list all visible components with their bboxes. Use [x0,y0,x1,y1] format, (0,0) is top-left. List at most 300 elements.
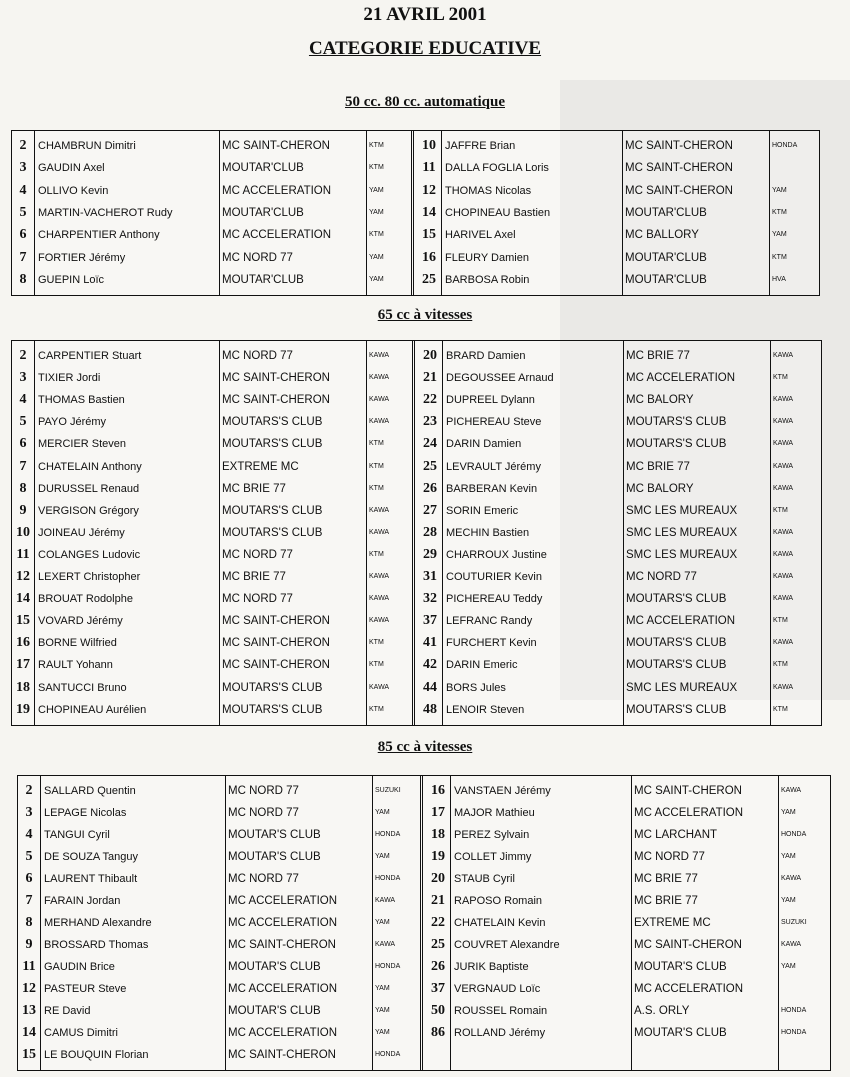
rider-club: MOUTAR'CLUB [222,273,304,286]
rider-club: MC BRIE 77 [626,460,690,473]
rider-club: MC SAINT-CHERON [222,372,330,385]
rider-name: PASTEUR Steve [44,983,127,995]
rider-brand: KAWA [781,787,802,794]
table-row [426,846,830,868]
table-row [417,202,819,224]
rider-name: CHATELAIN Kevin [454,917,546,929]
rider-brand: HONDA [375,1051,401,1058]
rider-name: FURCHERT Kevin [446,637,537,650]
table-row [12,588,412,610]
left-column [18,776,423,1070]
rider-name: CAMUS Dimitri [44,1027,118,1039]
rider-number: 3 [19,160,27,176]
rider-brand: KAWA [773,639,794,647]
rider-name: JURIK Baptiste [454,961,529,973]
rider-number: 24 [423,436,437,452]
left-column [12,341,415,725]
rider-club: MC BRIE 77 [222,482,286,495]
rider-number: 42 [423,657,437,673]
rider-name: MERHAND Alexandre [44,917,152,929]
rider-brand: HONDA [781,831,807,838]
table-row [12,500,412,522]
rider-club: MC SAINT-CHERON [625,184,733,197]
rider-name: PAYO Jérémy [38,416,107,429]
rider-club: MOUTARS'S CLUB [222,416,323,429]
rider-name: FARAIN Jordan [44,895,121,907]
rider-number: 6 [25,871,33,886]
rider-number: 44 [423,679,437,695]
rider-name: BARBOSA Robin [445,273,530,286]
rider-club: MC NORD 77 [228,785,299,797]
rider-name: STAUB Cyril [454,873,515,885]
rider-brand: KTM [369,231,384,239]
rider-brand: KAWA [781,875,802,882]
rider-brand: KTM [369,705,384,713]
rider-club: MC LARCHANT [634,829,718,841]
table-row [18,912,420,934]
rider-name: TANGUI Cyril [44,829,110,841]
right-column [417,131,819,295]
table-row [18,890,420,912]
rider-brand: HONDA [375,875,401,882]
rider-club: MC SAINT-CHERON [222,637,330,650]
rider-club: MC BALORY [626,482,694,495]
table-row [426,934,830,956]
rider-brand: KTM [369,661,384,669]
rider-number: 12 [22,981,36,996]
rider-number: 28 [423,524,437,540]
rider-club: MC SAINT-CHERON [634,785,742,797]
table-row [12,456,412,478]
rider-brand: HONDA [772,142,798,149]
rider-club: MC SAINT-CHERON [634,939,742,951]
rider-club: SMC LES MUREAUX [626,526,738,539]
section-title: 50 cc. 80 cc. automatique [345,94,505,110]
table-row [417,180,819,202]
rider-club: MOUTARS'S CLUB [222,504,323,517]
entry-table [11,130,820,296]
rider-club: MC ACCELERATION [634,807,744,819]
rider-name: MARTIN-VACHEROT Rudy [38,206,173,219]
rider-number: 8 [19,480,27,496]
rider-name: COUVRET Alexandre [454,939,560,951]
table-row [12,247,411,269]
rider-brand: HONDA [375,963,401,970]
table-row [18,1044,420,1066]
rider-club: MOUTAR'S CLUB [228,829,321,841]
table-row [418,478,821,500]
rider-club: MC NORD 77 [222,251,293,264]
rider-brand: YAM [772,186,787,194]
rider-club: MOUTAR'CLUB [222,162,304,175]
rider-name: CHOPINEAU Aurélien [38,703,147,716]
rider-number: 48 [423,701,437,717]
table-row [18,956,420,978]
rider-brand: KTM [773,617,788,625]
rider-name: GUEPIN Loïc [38,273,105,286]
rider-brand: KAWA [369,352,390,359]
table-row [18,802,420,824]
table-row [12,269,411,291]
table-row [418,411,821,433]
rider-brand: KAWA [773,595,794,603]
table-row [426,1000,830,1022]
rider-name: THOMAS Bastien [38,394,125,407]
rider-name: GAUDIN Axel [38,162,105,175]
rider-name: PICHEREAU Teddy [446,593,543,606]
rider-club: SMC LES MUREAUX [626,504,738,517]
rider-club: MC SAINT-CHERON [222,615,330,628]
rider-name: DALLA FOGLIA Loris [445,162,549,175]
table-row [12,677,412,699]
rider-brand: YAM [369,275,384,283]
rider-number: 22 [431,915,445,930]
rider-brand: KTM [773,705,788,713]
rider-brand: YAM [375,1007,390,1014]
rider-name: BORNE Wilfried [38,637,117,650]
rider-brand: KTM [369,550,384,558]
rider-name: MECHIN Bastien [446,526,530,539]
rider-club: MOUTARS'S CLUB [222,703,323,716]
rider-number: 26 [431,959,445,974]
rider-name: CHAMBRUN Dimitri [38,140,136,152]
entry-table [11,340,822,726]
rider-name: VERGISON Grégory [38,504,139,517]
rider-number: 4 [25,827,33,842]
table-row [426,978,830,1000]
rider-name: CHOPINEAU Bastien [445,206,551,219]
rider-number: 16 [422,249,436,265]
rider-name: LEVRAULT Jérémy [446,460,541,473]
rider-brand: YAM [375,809,390,816]
section-title: 85 cc à vitesses [377,739,473,755]
rider-club: MOUTARS'S CLUB [626,703,727,716]
rider-number: 22 [423,392,437,408]
table-row [18,1022,420,1044]
rider-brand: KAWA [369,528,390,536]
rider-number: 10 [422,138,436,153]
entry-table [17,775,831,1071]
rider-club: MC ACCELERATION [634,983,744,995]
table-row [12,202,411,224]
rider-brand: KTM [773,506,788,514]
rider-number: 12 [422,182,436,198]
rider-name: LEXERT Christopher [38,571,141,583]
rider-club: MC ACCELERATION [228,917,338,929]
rider-name: LE BOUQUIN Florian [44,1049,149,1061]
table-row [12,345,412,367]
rider-number: 19 [431,849,445,864]
rider-name: CHARROUX Justine [446,548,547,561]
rider-name: VERGNAUD Loïc [454,983,541,995]
rider-club: MC ACCELERATION [626,372,736,385]
table-row [18,978,420,1000]
rider-club: MOUTARS'S CLUB [626,637,727,650]
table-row [12,367,412,389]
rider-club: MOUTARS'S CLUB [626,416,727,429]
table-row [418,588,821,610]
right-column [418,341,821,725]
rider-number: 14 [422,204,436,220]
table-row [18,846,420,868]
rider-number: 86 [431,1025,445,1040]
page-title: CATEGORIE EDUCATIVE [308,38,542,59]
rider-number: 25 [431,937,445,952]
rider-name: RAPOSO Romain [454,895,543,907]
rider-brand: YAM [369,253,384,261]
rider-club: MOUTARS'S CLUB [222,438,323,451]
rider-number: 25 [423,458,437,474]
rider-name: MAJOR Mathieu [454,807,535,819]
rider-number: 31 [423,569,437,584]
rider-number: 15 [422,227,436,243]
rider-brand: YAM [375,853,390,860]
table-row [12,411,412,433]
rider-brand: YAM [375,919,390,926]
rider-number: 14 [22,1025,36,1040]
rider-brand: KAWA [773,418,794,426]
right-column [426,776,830,1070]
table-row [12,157,411,179]
rider-name: SORIN Emeric [446,504,519,517]
table-row [417,135,819,157]
rider-brand: KTM [369,639,384,647]
rider-number: 18 [16,679,30,695]
table-row [418,677,821,699]
rider-name: VOVARD Jérémy [38,615,123,628]
rider-brand: KAWA [369,418,390,426]
rider-brand: KAWA [773,683,794,691]
rider-brand: KAWA [773,462,794,470]
rider-brand: KAWA [369,683,390,691]
rider-number: 37 [431,981,445,996]
table-row [418,367,821,389]
rider-number: 17 [431,805,445,820]
rider-club: MC NORD 77 [222,350,293,362]
left-column [12,131,414,295]
rider-brand: KAWA [773,352,794,359]
rider-brand: YAM [369,186,384,194]
rider-name: BORS Jules [446,681,506,694]
rider-club: MC NORD 77 [626,571,697,583]
rider-number: 9 [25,937,33,952]
table-row [18,1000,420,1022]
rider-club: MOUTAR'S CLUB [228,851,321,863]
table-row [18,780,420,802]
rider-club: MC BALLORY [625,229,699,242]
table-row [12,699,412,721]
table-row [418,544,821,566]
rider-club: MC SAINT-CHERON [625,162,733,175]
rider-brand: KTM [369,142,384,149]
table-row [417,247,819,269]
rider-number: 5 [19,204,27,220]
rider-name: SALLARD Quentin [44,785,136,797]
rider-name: CARPENTIER Stuart [38,350,142,362]
rider-name: DARIN Emeric [446,659,518,672]
rider-number: 26 [423,480,437,496]
table-row [18,868,420,890]
section-title: 65 cc à vitesses [377,307,473,323]
table-row [12,610,412,632]
rider-brand: KAWA [773,484,794,492]
rider-club: MC BRIE 77 [634,873,698,885]
rider-brand: YAM [781,809,796,816]
rider-brand: SUZUKI [781,919,807,926]
rider-club: MOUTARS'S CLUB [222,681,323,694]
rider-number: 15 [16,613,30,629]
rider-brand: KAWA [375,897,396,904]
rider-name: CHARPENTIER Anthony [38,229,160,242]
rider-brand: KTM [369,484,384,492]
rider-club: MC NORD 77 [228,807,299,819]
rider-number: 32 [423,591,437,607]
table-row [418,389,821,411]
rider-name: LEPAGE Nicolas [44,807,127,819]
table-row [426,824,830,846]
rider-club: MC SAINT-CHERON [228,1049,336,1061]
rider-number: 8 [25,915,33,930]
rider-club: MOUTAR'S CLUB [634,1027,727,1039]
rider-club: MOUTAR'S CLUB [634,961,727,973]
rider-name: LAURENT Thibault [44,873,138,885]
rider-club: MOUTARS'S CLUB [626,659,727,672]
rider-number: 19 [16,701,30,717]
rider-brand: KTM [772,253,787,261]
rider-brand: KAWA [773,528,794,536]
rider-name: PICHEREAU Steve [446,416,542,429]
rider-club: MC ACCELERATION [626,615,736,628]
rider-number: 25 [422,271,436,287]
rider-number: 17 [16,657,30,673]
rider-club: MC ACCELERATION [222,184,332,197]
rider-name: DURUSSEL Renaud [38,482,140,495]
rider-name: LEFRANC Randy [446,615,533,628]
table-row [426,1022,830,1044]
rider-brand: HVA [772,275,786,283]
rider-name: CHATELAIN Anthony [38,460,142,473]
rider-brand: KTM [369,462,384,470]
rider-club: MC NORD 77 [634,851,705,863]
table-row [426,802,830,824]
rider-brand: SUZUKI [375,787,401,794]
rider-brand: YAM [375,985,390,992]
table-row [12,389,412,411]
rider-number: 4 [19,392,27,408]
rider-name: DE SOUZA Tanguy [44,851,138,863]
rider-name: DEGOUSSEE Arnaud [446,372,554,385]
rider-number: 2 [19,138,27,153]
rider-club: MOUTAR'CLUB [625,273,707,286]
rider-name: OLLIVO Kevin [38,184,109,197]
rider-number: 20 [423,348,437,363]
rider-name: DUPREEL Dylann [446,394,535,407]
rider-name: BRARD Damien [446,350,526,362]
rider-name: DARIN Damien [446,438,522,451]
rider-number: 7 [19,458,27,474]
rider-club: MC SAINT-CHERON [222,140,330,152]
rider-number: 3 [19,370,27,386]
table-row [426,868,830,890]
table-row [418,433,821,455]
rider-club: MOUTARS'S CLUB [626,593,727,606]
rider-club: MC ACCELERATION [228,983,338,995]
rider-brand: KTM [772,208,787,216]
rider-brand: KTM [369,440,384,448]
rider-number: 5 [25,849,33,864]
rider-number: 14 [16,591,30,607]
table-row [12,654,412,676]
rider-club: MC NORD 77 [228,873,299,885]
rider-club: SMC LES MUREAUX [626,548,738,561]
rider-club: EXTREME MC [222,460,299,473]
rider-brand: HONDA [781,1029,807,1036]
rider-name: HARIVEL Axel [445,229,516,242]
rider-name: ROLLAND Jérémy [454,1027,546,1039]
rider-number: 11 [422,160,436,176]
rider-club: MOUTAR'CLUB [222,206,304,219]
rider-club: MC SAINT-CHERON [222,394,330,407]
rider-name: JAFFRE Brian [445,140,516,152]
rider-name: VANSTAEN Jérémy [454,785,551,797]
rider-number: 10 [16,524,30,540]
rider-brand: KAWA [369,374,390,382]
rider-brand: KAWA [773,396,794,404]
rider-brand: KAWA [369,617,390,625]
rider-number: 2 [25,783,33,798]
rider-brand: KAWA [773,573,794,580]
rider-number: 11 [22,959,36,974]
rider-number: 6 [19,227,27,243]
rider-name: THOMAS Nicolas [445,184,532,197]
rider-brand: YAM [781,963,796,970]
rider-number: 37 [423,613,437,629]
rider-club: EXTREME MC [634,917,711,929]
page-date: 21 AVRIL 2001 [363,4,487,25]
rider-number: 6 [19,436,27,452]
rider-number: 29 [423,546,437,562]
rider-name: PEREZ Sylvain [454,829,530,841]
rider-name: FLEURY Damien [445,251,529,264]
table-row [18,824,420,846]
rider-brand: KAWA [369,396,390,404]
rider-name: SANTUCCI Bruno [38,681,127,694]
table-row [426,780,830,802]
rider-name: JOINEAU Jérémy [38,526,125,539]
rider-club: MC BALORY [626,394,694,407]
rider-number: 23 [423,414,437,430]
table-row [426,956,830,978]
table-row [18,934,420,956]
rider-club: MC SAINT-CHERON [625,140,733,152]
table-row [12,566,412,588]
rider-club: MOUTAR'CLUB [625,206,707,219]
rider-name: BROSSARD Thomas [44,939,149,951]
rider-number: 21 [431,893,445,908]
table-row [12,180,411,202]
rider-club: MOUTAR'S CLUB [228,961,321,973]
rider-brand: YAM [369,208,384,216]
table-row [417,157,819,179]
rider-number: 2 [19,348,27,363]
rider-brand: HONDA [375,831,401,838]
table-row [12,522,412,544]
table-row [12,433,412,455]
rider-club: MOUTAR'CLUB [625,251,707,264]
rider-club: MC SAINT-CHERON [222,659,330,672]
rider-number: 50 [431,1003,445,1018]
rider-club: MC ACCELERATION [228,1027,338,1039]
